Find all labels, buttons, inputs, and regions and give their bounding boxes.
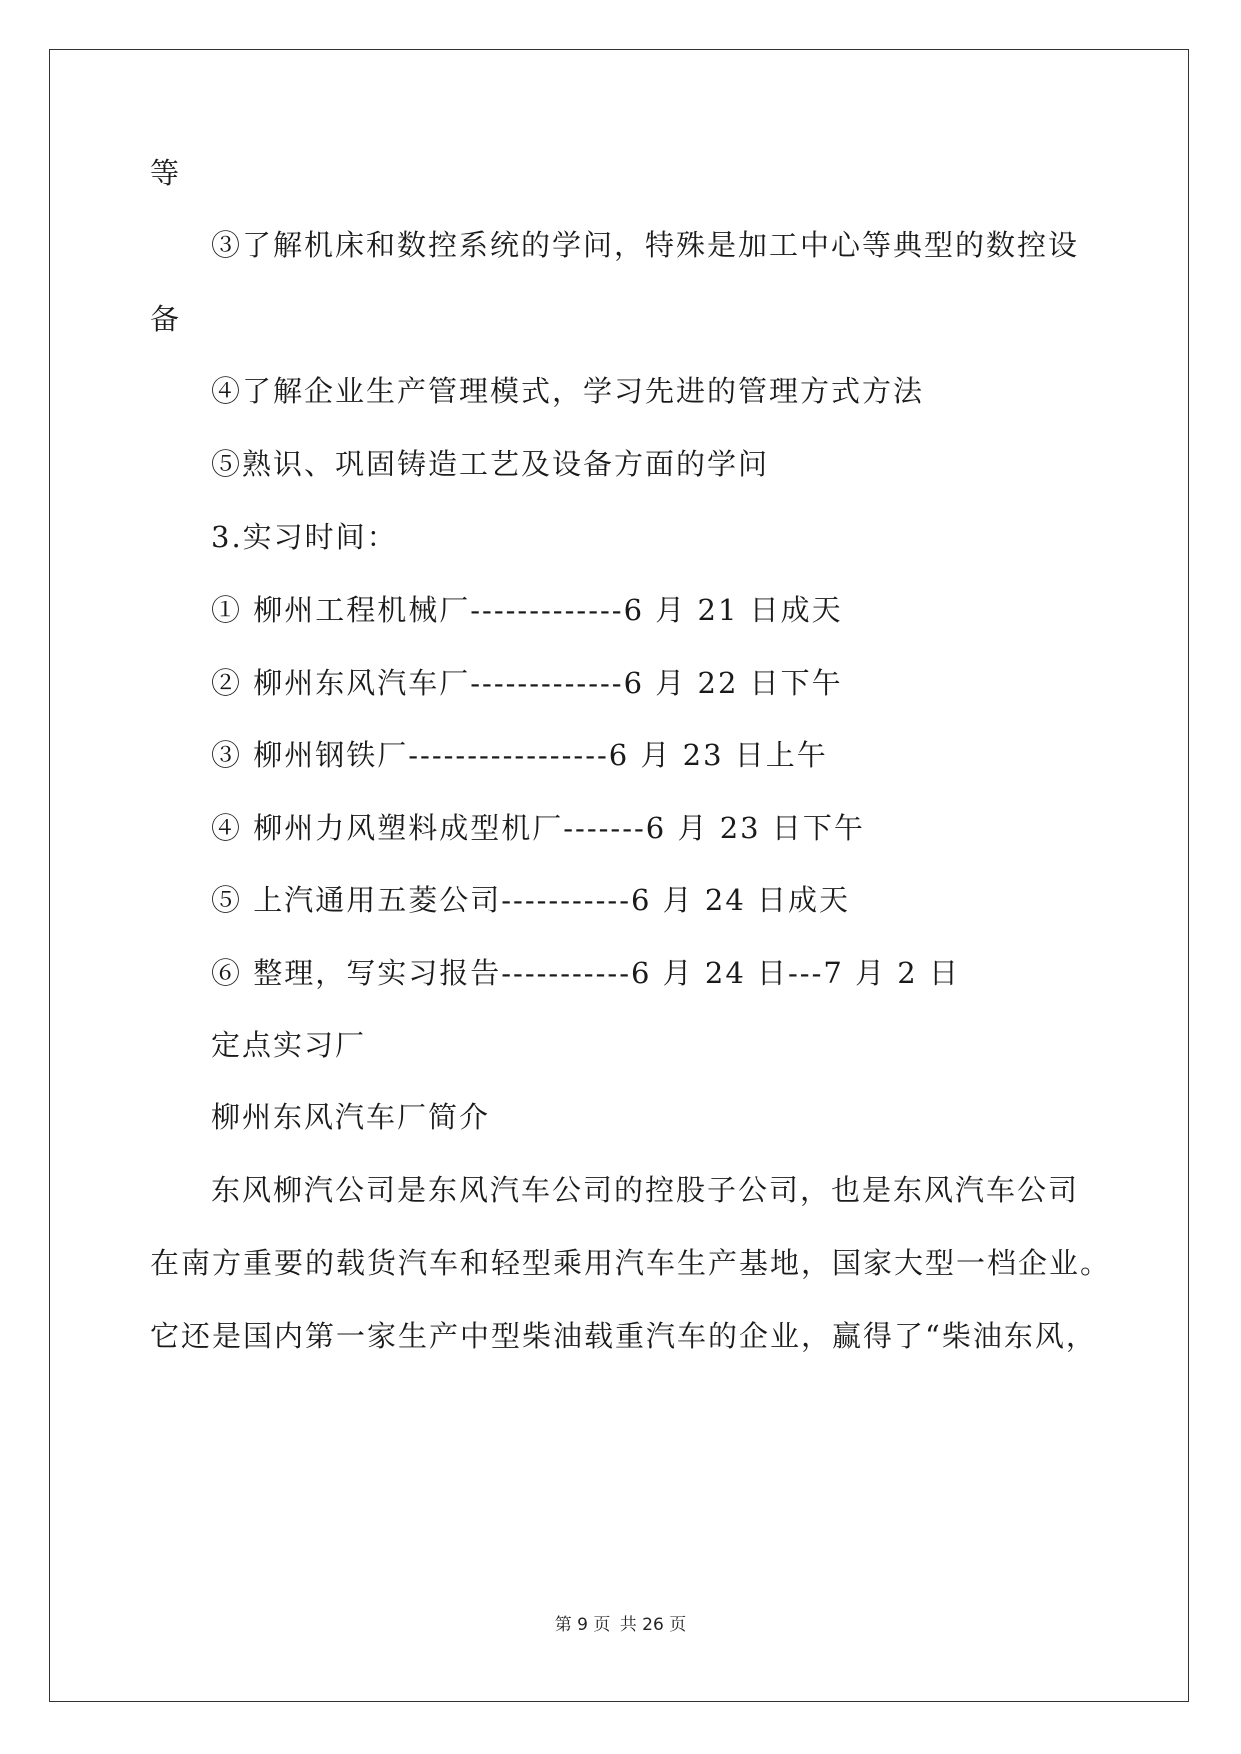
schedule-item: ⑤ 上汽通用五菱公司-----------6 月 24 日成天	[211, 883, 851, 917]
text-line: ④了解企业生产管理模式，学习先进的管理方式方法	[211, 374, 925, 408]
text-line: ⑤熟识、巩固铸造工艺及设备方面的学问	[211, 447, 770, 481]
page-border	[49, 49, 1189, 1702]
text-line: 东风柳汽公司是东风汽车公司的控股子公司，也是东风汽车公司	[211, 1173, 1080, 1207]
page-number: 第 9 页	[554, 1615, 611, 1635]
schedule-item: ④ 柳州力风塑料成型机厂-------6 月 23 日下午	[211, 811, 865, 845]
text-line: 它还是国内第一家生产中型柴油载重汽车的企业，赢得了“柴油东风，	[150, 1319, 1097, 1353]
schedule-item: ② 柳州东风汽车厂-------------6 月 22 日下午	[211, 666, 843, 700]
page-total: 共 26 页	[619, 1615, 687, 1635]
text-line: 备	[150, 302, 182, 336]
text-line: 在南方重要的载货汽车和轻型乘用汽车生产基地，国家大型一档企业。	[150, 1246, 1112, 1280]
section-heading: 柳州东风汽车厂简介	[211, 1100, 491, 1134]
schedule-item: ⑥ 整理，写实习报告-----------6 月 24 日---7 月 2 日	[211, 956, 960, 990]
section-heading: 3.实习时间：	[211, 520, 398, 554]
text-line: ③了解机床和数控系统的学问，特殊是加工中心等典型的数控设	[211, 228, 1080, 262]
text-line: 等	[150, 156, 182, 190]
schedule-item: ③ 柳州钢铁厂-----------------6 月 23 日上午	[211, 738, 828, 772]
schedule-item: ① 柳州工程机械厂-------------6 月 21 日成天	[211, 593, 843, 627]
section-heading: 定点实习厂	[211, 1028, 367, 1062]
page-footer	[0, 1610, 1241, 1635]
